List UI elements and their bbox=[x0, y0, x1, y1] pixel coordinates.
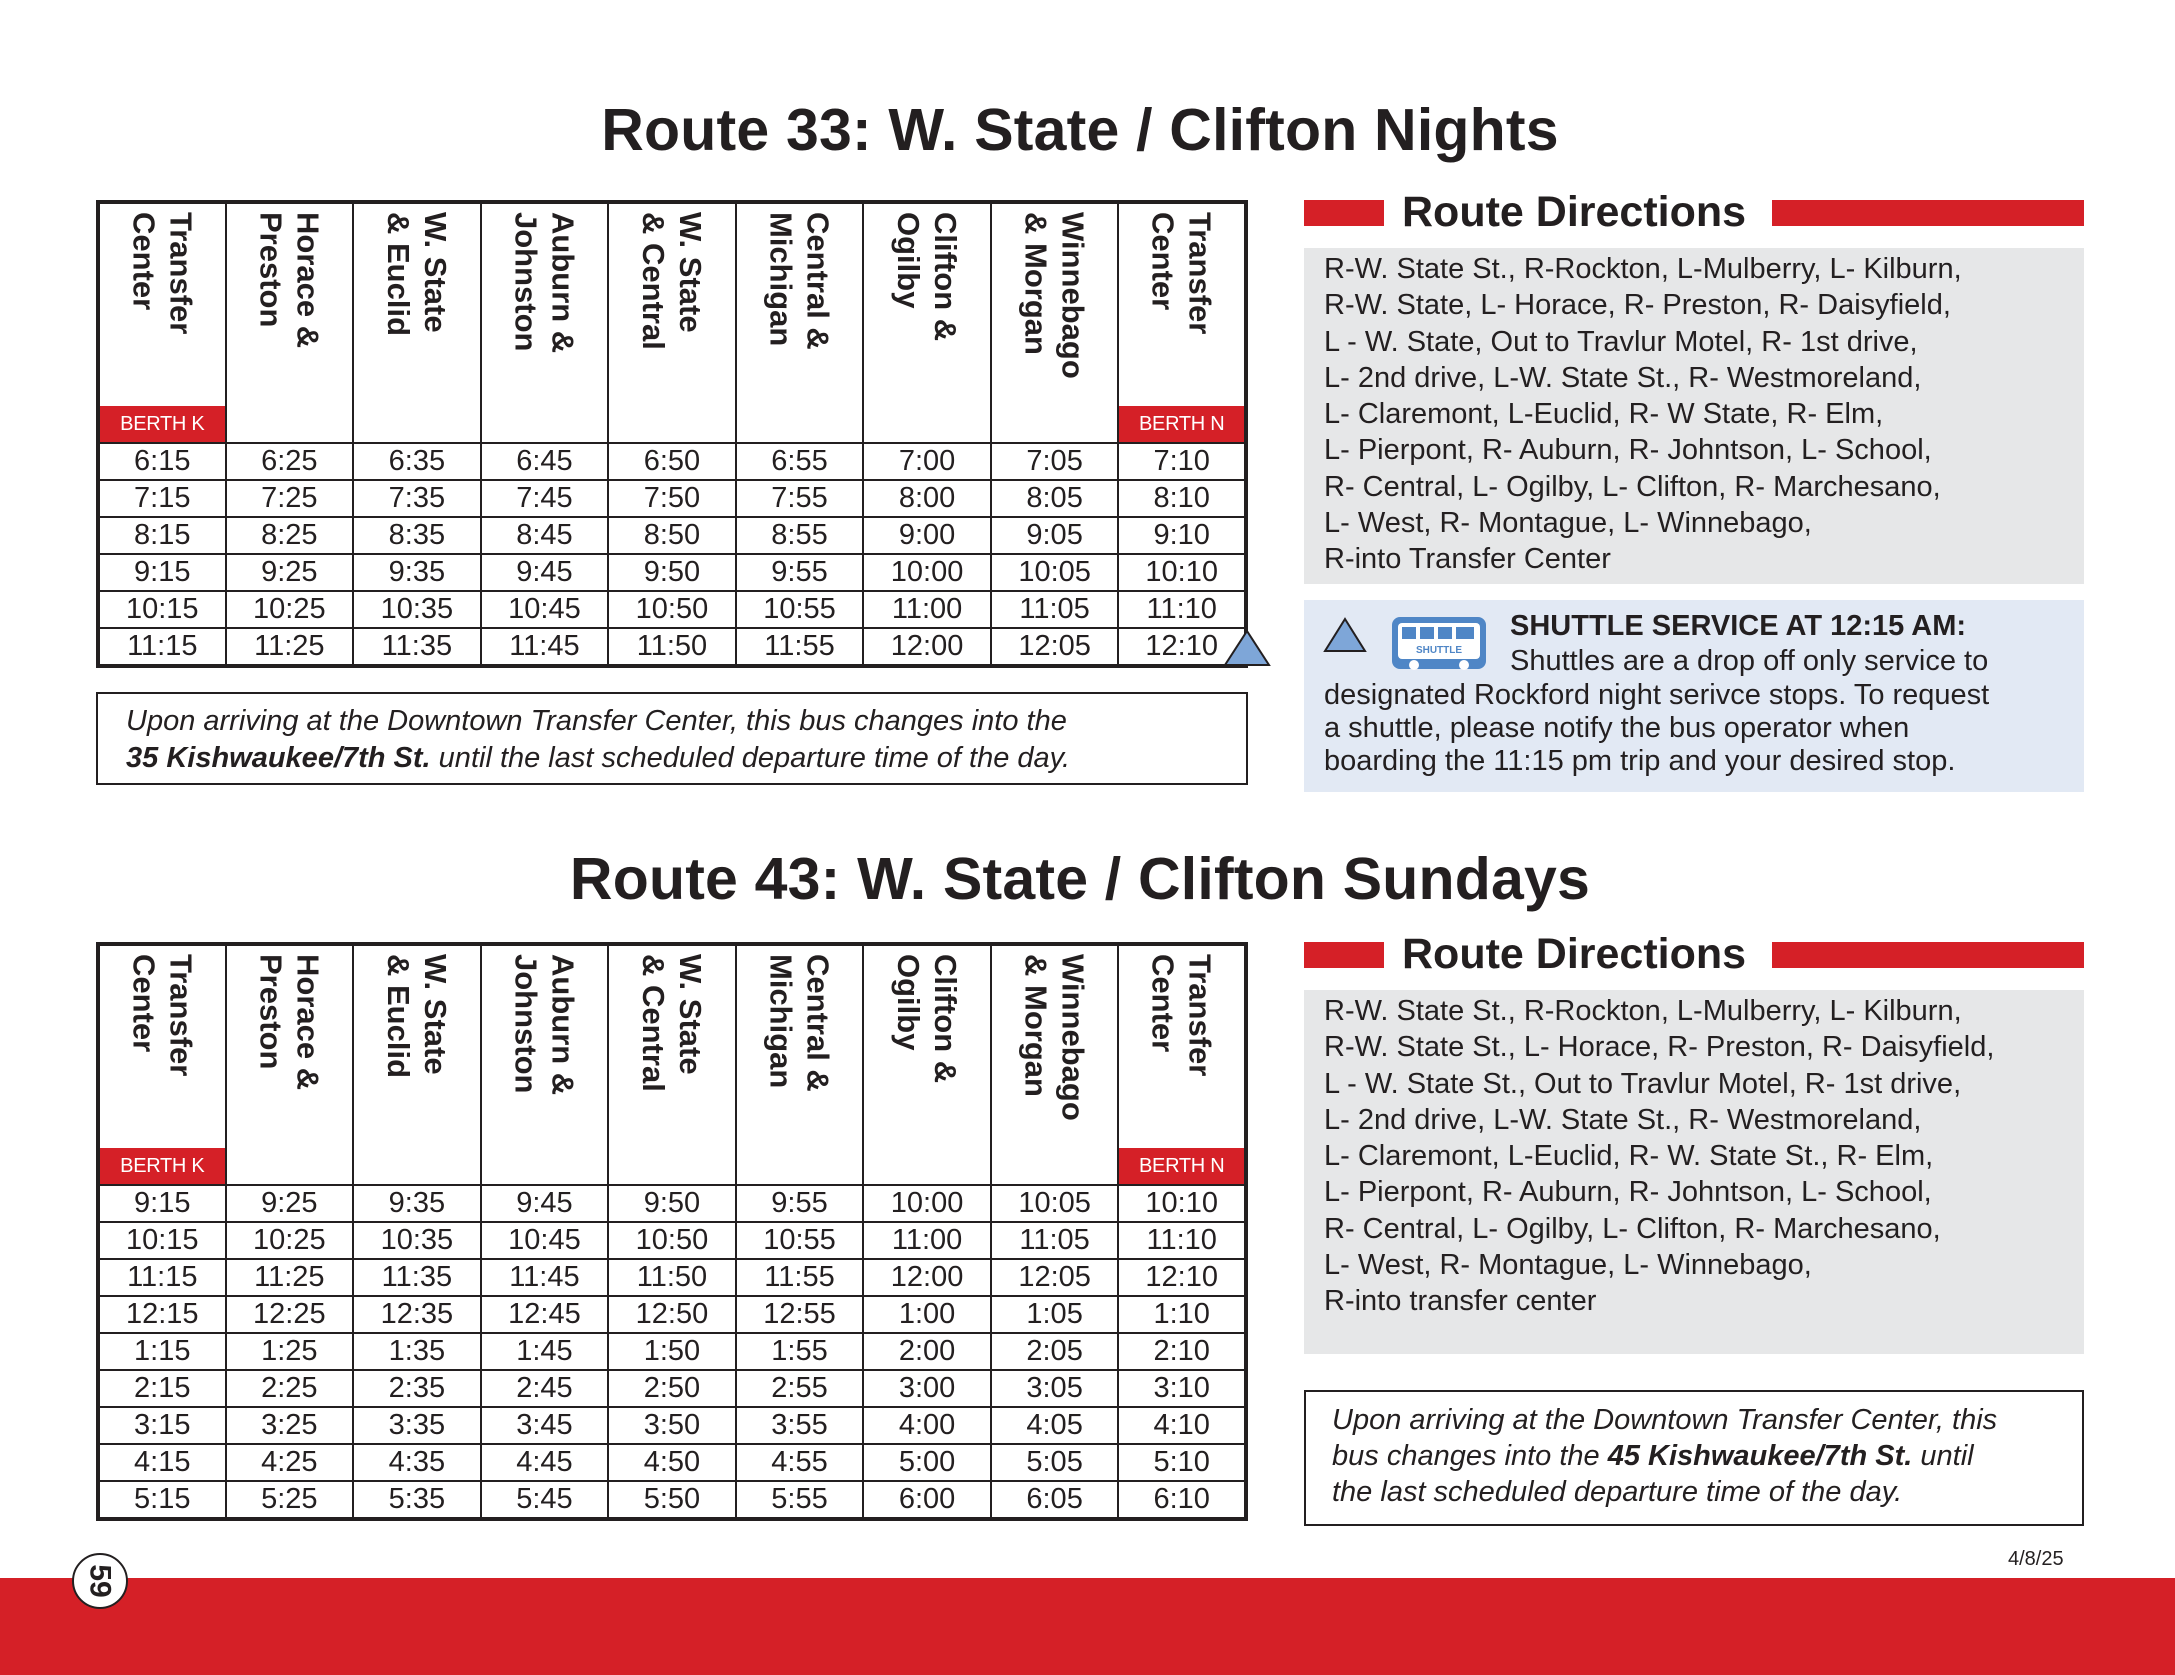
time-cell: 11:25 bbox=[226, 628, 354, 666]
time-cell: 11:45 bbox=[481, 628, 609, 666]
stop-column-header bbox=[1118, 944, 1246, 1185]
header-bar-left bbox=[1304, 942, 1384, 968]
time-cell: 10:25 bbox=[226, 591, 354, 628]
time-cell: 11:00 bbox=[863, 1222, 991, 1259]
time-cell: 7:55 bbox=[736, 480, 864, 517]
direction-line: R-W. State, L- Horace, R- Preston, R- Daisyfield, bbox=[1324, 289, 1951, 322]
table-row bbox=[98, 1444, 1246, 1481]
time-cell: 8:45 bbox=[481, 517, 609, 554]
directions-title: Route Directions bbox=[1402, 930, 1747, 978]
time-cell: 10:55 bbox=[736, 591, 864, 628]
time-cell: 11:05 bbox=[991, 1222, 1119, 1259]
time-cell: 4:10 bbox=[1118, 1407, 1246, 1444]
header-bar-right bbox=[1772, 200, 2084, 226]
time-cell: 6:05 bbox=[991, 1481, 1119, 1519]
time-cell: 2:05 bbox=[991, 1333, 1119, 1370]
time-cell: 10:55 bbox=[736, 1222, 864, 1259]
time-cell: 8:05 bbox=[991, 480, 1119, 517]
time-cell: 4:05 bbox=[991, 1407, 1119, 1444]
time-cell: 9:05 bbox=[991, 517, 1119, 554]
time-cell: 8:15 bbox=[98, 517, 226, 554]
table-row bbox=[98, 628, 1246, 666]
time-cell: 5:45 bbox=[481, 1481, 609, 1519]
time-cell: 9:25 bbox=[226, 554, 354, 591]
time-cell: 9:55 bbox=[736, 554, 864, 591]
direction-line: L- 2nd drive, L-W. State St., R- Westmoreland, bbox=[1324, 361, 1922, 394]
time-cell: 4:15 bbox=[98, 1444, 226, 1481]
route43-schedule-table bbox=[96, 942, 1248, 1521]
time-cell: 6:15 bbox=[98, 443, 226, 480]
page-number: 59 bbox=[84, 1564, 117, 1598]
route43-title: Route 43: W. State / Clifton Sundays bbox=[569, 846, 1591, 912]
direction-line: R-W. State St., R-Rockton, L-Mulberry, L- Kilburn, bbox=[1324, 253, 1962, 285]
stop-name: Horace & Preston bbox=[253, 212, 326, 349]
time-cell: 1:35 bbox=[353, 1333, 481, 1370]
stop-column-header bbox=[98, 944, 226, 1185]
header-bar-left bbox=[1304, 200, 1384, 226]
time-cell: 12:05 bbox=[991, 1259, 1119, 1296]
time-cell: 12:25 bbox=[226, 1296, 354, 1333]
stop-column-header bbox=[608, 202, 736, 443]
time-cell: 4:45 bbox=[481, 1444, 609, 1481]
time-cell: 11:10 bbox=[1118, 591, 1246, 628]
shuttle-triangle-icon bbox=[1322, 616, 1368, 654]
note-line bbox=[126, 740, 1218, 777]
time-cell: 11:50 bbox=[608, 1259, 736, 1296]
time-cell: 6:50 bbox=[608, 443, 736, 480]
table-row bbox=[98, 517, 1246, 554]
time-cell: 5:15 bbox=[98, 1481, 226, 1519]
time-cell: 9:45 bbox=[481, 1185, 609, 1222]
time-cell: 4:25 bbox=[226, 1444, 354, 1481]
table-row bbox=[98, 1259, 1246, 1296]
time-cell: 3:05 bbox=[991, 1370, 1119, 1407]
time-cell: 5:55 bbox=[736, 1481, 864, 1519]
direction-line: L- Claremont, L-Euclid, R- W State, R- Elm, bbox=[1324, 398, 1884, 431]
stop-column-header bbox=[991, 944, 1119, 1185]
revision-date: 4/8/25 bbox=[2008, 1548, 2064, 1570]
time-cell: 9:45 bbox=[481, 554, 609, 591]
stop-name: Winnebago & Morgan bbox=[1018, 212, 1091, 379]
time-cell: 3:35 bbox=[353, 1407, 481, 1444]
time-cell: 12:10 bbox=[1118, 1259, 1246, 1296]
stop-column-header bbox=[481, 944, 609, 1185]
stop-column-header bbox=[226, 944, 354, 1185]
stop-column-header bbox=[353, 944, 481, 1185]
berth-badge: BERTH N bbox=[1119, 406, 1244, 442]
direction-line: L- Pierpont, R- Auburn, R- Johntson, L- School, bbox=[1324, 1176, 1932, 1209]
route43-directions-header bbox=[1304, 932, 2084, 978]
berth-badge: BERTH K bbox=[100, 1148, 225, 1184]
time-cell: 12:35 bbox=[353, 1296, 481, 1333]
time-cell: 1:10 bbox=[1118, 1296, 1246, 1333]
time-cell: 12:00 bbox=[863, 628, 991, 666]
time-cell: 6:45 bbox=[481, 443, 609, 480]
direction-line: R-W. State St., L- Horace, R- Preston, R- Daisyfield, bbox=[1324, 1031, 1995, 1064]
time-cell: 1:50 bbox=[608, 1333, 736, 1370]
time-cell: 4:00 bbox=[863, 1407, 991, 1444]
direction-line: L- Claremont, L-Euclid, R- W. State St., R- Elm, bbox=[1324, 1140, 1934, 1173]
time-cell: 10:10 bbox=[1118, 1185, 1246, 1222]
time-cell: 11:55 bbox=[736, 1259, 864, 1296]
stop-name: Transfer Center bbox=[126, 954, 199, 1077]
berth-badge: BERTH N bbox=[1119, 1148, 1244, 1184]
direction-line: R- Central, L- Ogilby, L- Clifton, R- Marchesano, bbox=[1324, 1212, 1941, 1245]
note-line-post: until bbox=[1912, 1440, 1974, 1472]
stop-column-header bbox=[736, 944, 864, 1185]
stop-name: Auburn & Johnston bbox=[508, 212, 581, 354]
table-row bbox=[98, 480, 1246, 517]
header-row bbox=[98, 202, 1246, 443]
direction-line: R- Central, L- Ogilby, L- Clifton, R- Marchesano, bbox=[1324, 470, 1941, 503]
route43-directions-list bbox=[1304, 990, 2084, 1354]
time-cell: 6:10 bbox=[1118, 1481, 1246, 1519]
stop-name: Clifton & Ogilby bbox=[891, 212, 964, 342]
table-row bbox=[98, 591, 1246, 628]
time-cell: 5:00 bbox=[863, 1444, 991, 1481]
time-cell: 12:45 bbox=[481, 1296, 609, 1333]
time-cell: 12:55 bbox=[736, 1296, 864, 1333]
time-cell: 11:55 bbox=[736, 628, 864, 666]
stop-name: Transfer Center bbox=[126, 212, 199, 335]
stop-column-header bbox=[736, 202, 864, 443]
time-cell: 8:50 bbox=[608, 517, 736, 554]
shuttle-bus-icon bbox=[1390, 615, 1488, 671]
time-cell: 10:05 bbox=[991, 1185, 1119, 1222]
stop-column-header bbox=[353, 202, 481, 443]
direction-line: R-W. State St., R-Rockton, L-Mulberry, L- Kilburn, bbox=[1324, 995, 1962, 1027]
time-cell: 7:35 bbox=[353, 480, 481, 517]
time-cell: 7:25 bbox=[226, 480, 354, 517]
stop-name: Central & Michigan bbox=[763, 954, 836, 1092]
time-cell: 10:45 bbox=[481, 591, 609, 628]
stop-name: W. State & Euclid bbox=[380, 954, 453, 1079]
direction-line: L- 2nd drive, L-W. State St., R- Westmoreland, bbox=[1324, 1103, 1922, 1136]
table-row bbox=[98, 1407, 1246, 1444]
time-cell: 10:25 bbox=[226, 1222, 354, 1259]
time-cell: 1:15 bbox=[98, 1333, 226, 1370]
time-cell: 1:25 bbox=[226, 1333, 354, 1370]
time-cell: 9:35 bbox=[353, 1185, 481, 1222]
time-cell: 7:00 bbox=[863, 443, 991, 480]
stop-name: Central & Michigan bbox=[763, 212, 836, 350]
time-cell: 10:35 bbox=[353, 1222, 481, 1259]
time-cell: 10:45 bbox=[481, 1222, 609, 1259]
stop-column-header bbox=[98, 202, 226, 443]
stop-column-header bbox=[863, 202, 991, 443]
time-cell: 2:50 bbox=[608, 1370, 736, 1407]
bus-icon-label: SHUTTLE bbox=[1415, 645, 1463, 656]
time-cell: 2:45 bbox=[481, 1370, 609, 1407]
time-cell: 5:25 bbox=[226, 1481, 354, 1519]
shuttle-line: boarding the 11:15 pm trip and your desired stop. bbox=[1324, 745, 1956, 777]
stop-name: Transfer Center bbox=[1145, 212, 1218, 335]
time-cell: 1:55 bbox=[736, 1333, 864, 1370]
time-cell: 7:50 bbox=[608, 480, 736, 517]
time-cell: 3:55 bbox=[736, 1407, 864, 1444]
time-cell: 11:45 bbox=[481, 1259, 609, 1296]
time-cell: 3:15 bbox=[98, 1407, 226, 1444]
table-row bbox=[98, 554, 1246, 591]
time-cell: 10:35 bbox=[353, 591, 481, 628]
time-cell: 2:15 bbox=[98, 1370, 226, 1407]
route33-schedule-table bbox=[96, 200, 1248, 668]
time-cell: 9:15 bbox=[98, 554, 226, 591]
direction-line: R-into transfer center bbox=[1324, 1285, 1597, 1318]
table-row bbox=[98, 1185, 1246, 1222]
table-row bbox=[98, 1296, 1246, 1333]
shuttle-line: a shuttle, please notify the bus operator when bbox=[1324, 712, 1910, 744]
time-cell: 3:00 bbox=[863, 1370, 991, 1407]
note-line: Upon arriving at the Downtown Transfer Center, this bus changes into the bbox=[126, 705, 1067, 737]
time-cell: 1:05 bbox=[991, 1296, 1119, 1333]
shuttle-line: Shuttles are a drop off only service to bbox=[1510, 645, 1989, 677]
time-cell: 7:15 bbox=[98, 480, 226, 517]
time-cell: 11:35 bbox=[353, 1259, 481, 1296]
time-cell: 9:25 bbox=[226, 1185, 354, 1222]
time-cell: 11:15 bbox=[98, 628, 226, 666]
table-row bbox=[98, 443, 1246, 480]
time-cell: 5:10 bbox=[1118, 1444, 1246, 1481]
note-line: the last scheduled departure time of the day. bbox=[1332, 1476, 1903, 1508]
direction-line: L- West, R- Montague, L- Winnebago, bbox=[1324, 1249, 1812, 1282]
time-cell: 6:00 bbox=[863, 1481, 991, 1519]
time-cell: 10:10 bbox=[1118, 554, 1246, 591]
header-bar-right bbox=[1772, 942, 2084, 968]
shuttle-line: designated Rockford night serivce stops. To request bbox=[1324, 679, 1990, 711]
time-cell: 9:10 bbox=[1118, 517, 1246, 554]
time-cell: 10:15 bbox=[98, 591, 226, 628]
time-cell: 12:00 bbox=[863, 1259, 991, 1296]
route33-directions-header bbox=[1304, 190, 2084, 236]
time-cell: 2:35 bbox=[353, 1370, 481, 1407]
route-45-name: 45 Kishwaukee/7th St. bbox=[1607, 1440, 1913, 1472]
stop-column-header bbox=[863, 944, 991, 1185]
stop-column-header bbox=[608, 944, 736, 1185]
route43-interline-note bbox=[1304, 1390, 2084, 1526]
stop-name: W. State & Euclid bbox=[380, 212, 453, 337]
time-cell: 10:15 bbox=[98, 1222, 226, 1259]
time-cell: 7:10 bbox=[1118, 443, 1246, 480]
stop-column-header bbox=[991, 202, 1119, 443]
note-line-pre: bus changes into the bbox=[1332, 1440, 1608, 1472]
direction-line: L- Pierpont, R- Auburn, R- Johntson, L- School, bbox=[1324, 434, 1932, 467]
time-cell: 3:45 bbox=[481, 1407, 609, 1444]
stop-name: Transfer Center bbox=[1145, 954, 1218, 1077]
shuttle-service-panel bbox=[1304, 600, 2084, 792]
stop-column-header bbox=[226, 202, 354, 443]
shuttle-trip-triangle-icon bbox=[1222, 628, 1272, 668]
time-cell: 9:50 bbox=[608, 554, 736, 591]
time-cell: 5:05 bbox=[991, 1444, 1119, 1481]
stop-name: Auburn & Johnston bbox=[508, 954, 581, 1096]
shuttle-heading: SHUTTLE SERVICE AT 12:15 AM: bbox=[1510, 610, 1967, 642]
time-cell: 2:00 bbox=[863, 1333, 991, 1370]
time-cell: 9:00 bbox=[863, 517, 991, 554]
time-cell: 7:45 bbox=[481, 480, 609, 517]
time-cell: 6:25 bbox=[226, 443, 354, 480]
time-cell: 6:55 bbox=[736, 443, 864, 480]
time-cell: 11:50 bbox=[608, 628, 736, 666]
route33-directions-list bbox=[1304, 248, 2084, 584]
table-row bbox=[98, 1333, 1246, 1370]
time-cell: 4:55 bbox=[736, 1444, 864, 1481]
time-cell: 4:35 bbox=[353, 1444, 481, 1481]
direction-line: L - W. State, Out to Travlur Motel, R- 1st drive, bbox=[1324, 325, 1918, 358]
time-cell: 3:25 bbox=[226, 1407, 354, 1444]
time-cell: 8:00 bbox=[863, 480, 991, 517]
stop-name: W. State & Central bbox=[635, 212, 708, 350]
stop-column-header bbox=[1118, 202, 1246, 443]
time-cell: 9:35 bbox=[353, 554, 481, 591]
direction-line: R-into Transfer Center bbox=[1324, 543, 1611, 576]
time-cell: 10:00 bbox=[863, 554, 991, 591]
time-cell: 11:05 bbox=[991, 591, 1119, 628]
footer-bar bbox=[0, 1578, 2175, 1675]
time-cell: 8:35 bbox=[353, 517, 481, 554]
time-cell: 2:10 bbox=[1118, 1333, 1246, 1370]
table-row bbox=[98, 1370, 1246, 1407]
time-cell: 12:15 bbox=[98, 1296, 226, 1333]
time-cell: 8:10 bbox=[1118, 480, 1246, 517]
time-cell: 5:35 bbox=[353, 1481, 481, 1519]
time-cell: 3:50 bbox=[608, 1407, 736, 1444]
note-line: Upon arriving at the Downtown Transfer Center, this bbox=[1332, 1404, 1998, 1436]
route-35-name: 35 Kishwaukee/7th St. bbox=[126, 742, 431, 774]
berth-badge: BERTH K bbox=[100, 406, 225, 442]
time-cell: 2:55 bbox=[736, 1370, 864, 1407]
stop-name: Winnebago & Morgan bbox=[1018, 954, 1091, 1121]
time-cell: 10:00 bbox=[863, 1185, 991, 1222]
time-cell: 9:15 bbox=[98, 1185, 226, 1222]
time-cell: 11:00 bbox=[863, 591, 991, 628]
time-cell: 5:50 bbox=[608, 1481, 736, 1519]
stop-name: Clifton & Ogilby bbox=[891, 954, 964, 1084]
time-cell: 7:05 bbox=[991, 443, 1119, 480]
note-line-rest: until the last scheduled departure time of the day. bbox=[430, 742, 1071, 774]
time-cell: 12:10 bbox=[1118, 628, 1246, 666]
page-number-badge bbox=[72, 1553, 128, 1609]
table-row bbox=[98, 1481, 1246, 1519]
time-cell: 10:05 bbox=[991, 554, 1119, 591]
time-cell: 9:50 bbox=[608, 1185, 736, 1222]
table-row bbox=[98, 1222, 1246, 1259]
stop-column-header bbox=[481, 202, 609, 443]
time-cell: 8:25 bbox=[226, 517, 354, 554]
time-cell: 1:45 bbox=[481, 1333, 609, 1370]
header-row bbox=[98, 944, 1246, 1185]
time-cell: 12:05 bbox=[991, 628, 1119, 666]
time-cell: 11:10 bbox=[1118, 1222, 1246, 1259]
route33-interline-note bbox=[96, 692, 1248, 785]
direction-line: L- West, R- Montague, L- Winnebago, bbox=[1324, 507, 1812, 540]
time-cell: 6:35 bbox=[353, 443, 481, 480]
time-cell: 10:50 bbox=[608, 1222, 736, 1259]
directions-title: Route Directions bbox=[1402, 188, 1747, 236]
stop-name: Horace & Preston bbox=[253, 954, 326, 1091]
time-cell: 8:55 bbox=[736, 517, 864, 554]
direction-line: L - W. State St., Out to Travlur Motel, R- 1st drive, bbox=[1324, 1067, 1962, 1100]
time-cell: 4:50 bbox=[608, 1444, 736, 1481]
time-cell: 12:50 bbox=[608, 1296, 736, 1333]
time-cell: 2:25 bbox=[226, 1370, 354, 1407]
time-cell: 11:15 bbox=[98, 1259, 226, 1296]
time-cell: 9:55 bbox=[736, 1185, 864, 1222]
time-cell: 11:25 bbox=[226, 1259, 354, 1296]
time-cell: 3:10 bbox=[1118, 1370, 1246, 1407]
time-cell: 10:50 bbox=[608, 591, 736, 628]
stop-name: W. State & Central bbox=[635, 954, 708, 1092]
route33-title: Route 33: W. State / Clifton Nights bbox=[601, 97, 1559, 163]
time-cell: 11:35 bbox=[353, 628, 481, 666]
note-line bbox=[1332, 1438, 2056, 1474]
time-cell: 1:00 bbox=[863, 1296, 991, 1333]
